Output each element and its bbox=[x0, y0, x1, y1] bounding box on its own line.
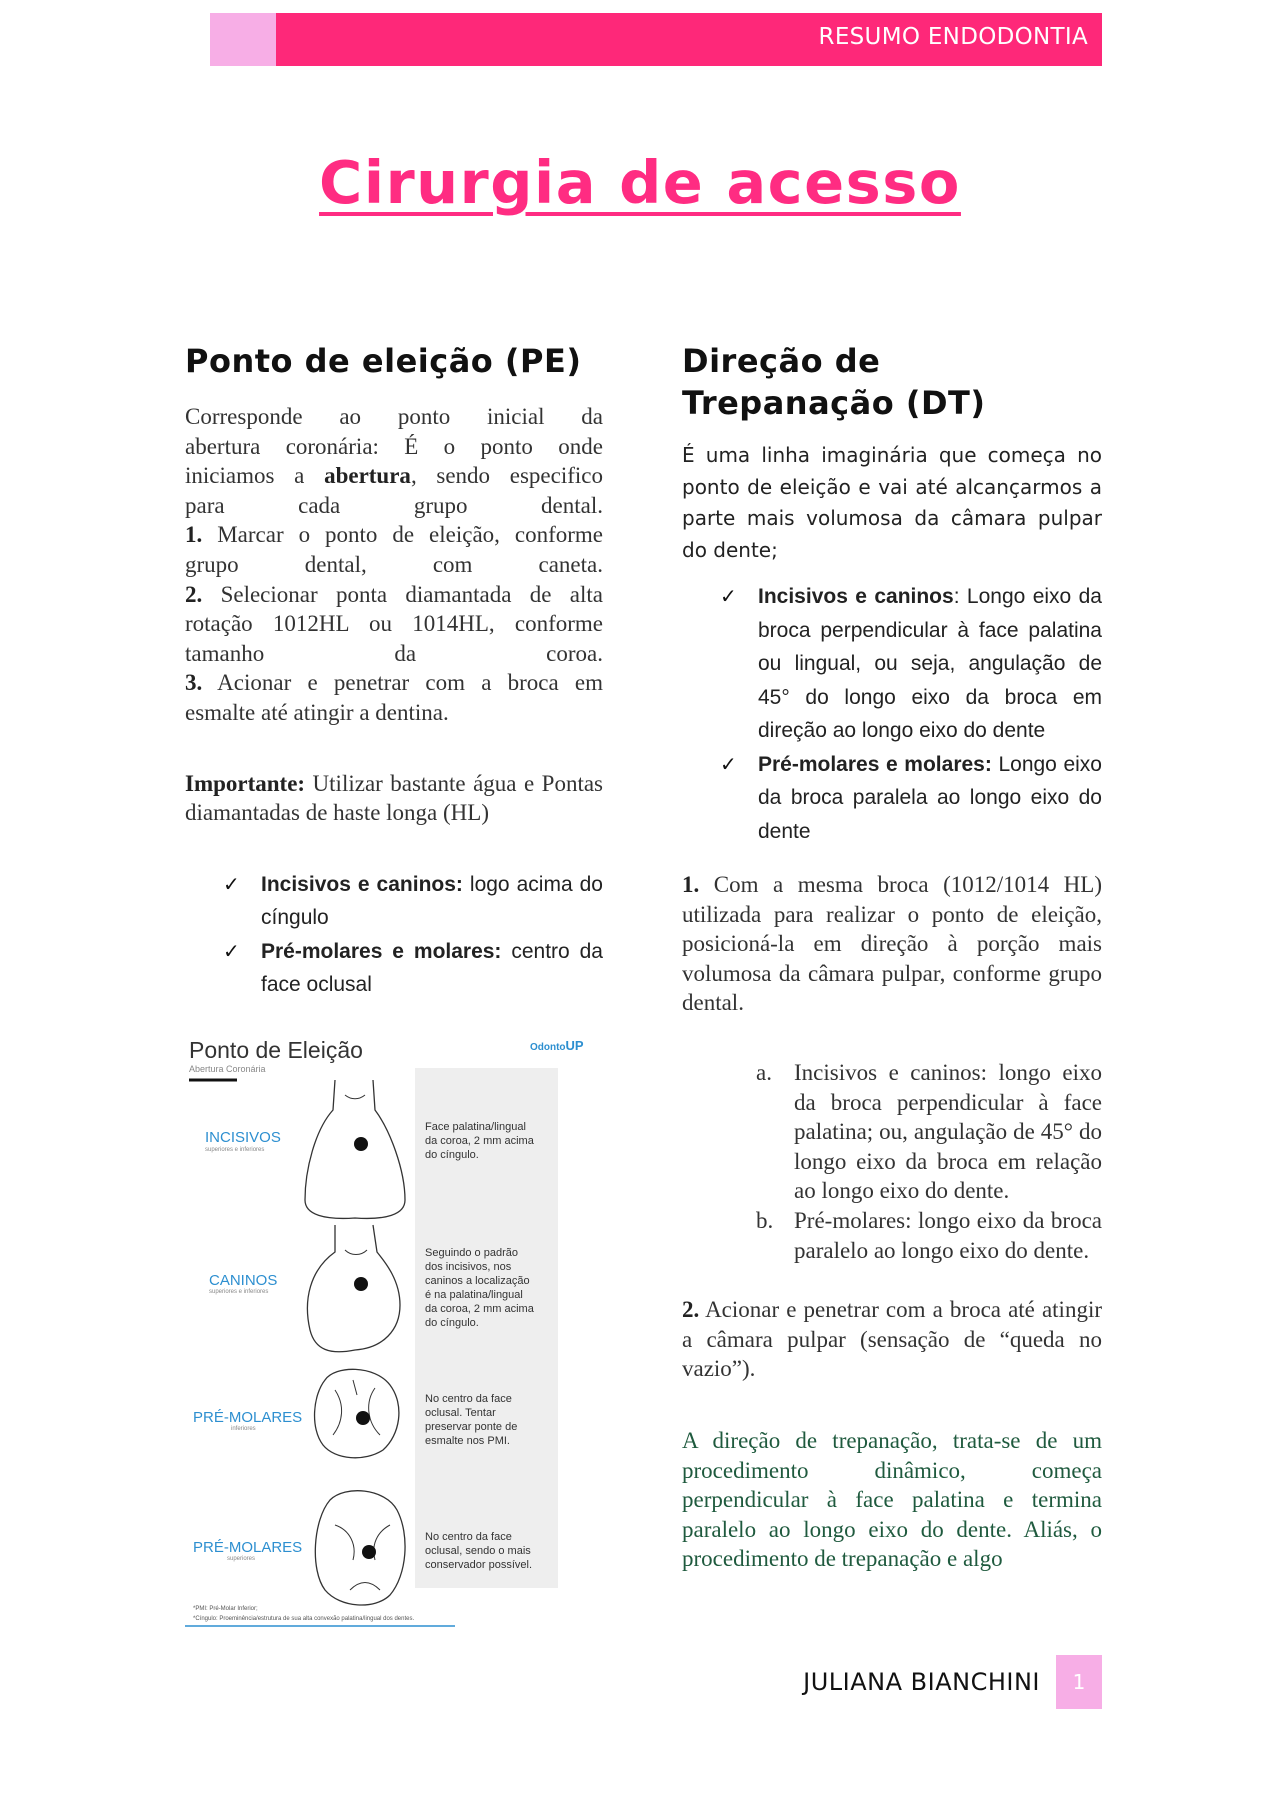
page-title bbox=[0, 148, 1280, 217]
premolar-upper-outline bbox=[315, 1491, 405, 1605]
check-icon: ✓ bbox=[720, 584, 737, 608]
dt-intro: É uma linha imaginária que começa no ponto de eleição e vai até alcançarmos a parte mais volumosa da câmara pulpar do dente; bbox=[682, 443, 1102, 562]
row-sublabel: superiores e inferiores bbox=[205, 1147, 265, 1153]
pe-line: rotação 1012HL ou 1014HL, conforme bbox=[185, 611, 603, 637]
pe-heading: Ponto de eleição (PE) bbox=[185, 342, 582, 380]
dt-sub-list bbox=[756, 1058, 1102, 1265]
check-item: ✓ Pré-molares e molares: Longo eixo da broca paralela ao longo eixo do dente bbox=[758, 748, 1102, 849]
header-label: RESUMO ENDODONTIA bbox=[818, 24, 1088, 50]
sub-item: b. Pré-molares: longo eixo da broca paralelo ao longo eixo do dente. bbox=[756, 1207, 1102, 1263]
pe-line: 3. Acionar e penetrar com a broca em bbox=[185, 670, 603, 696]
figure-title: Ponto de Eleição bbox=[189, 1037, 363, 1063]
dt-step-1: 1. Com a mesma broca (1012/1014 HL) utilizada para realizar o ponto de eleição, posicioná-la em direção à porção mais volumosa da câmara pulpar, conforme grupo dental. bbox=[682, 872, 1102, 1016]
row-sublabel: superiores bbox=[227, 1556, 256, 1562]
dt-step-2: 2. Acionar e penetrar com a broca até atingir a câmara pulpar (sensação de “queda no vazio”). bbox=[682, 1297, 1102, 1382]
canine-outline bbox=[307, 1225, 400, 1352]
check-icon: ✓ bbox=[720, 751, 737, 776]
pe-line: iniciamos a abertura, sendo especifico bbox=[185, 463, 603, 489]
entry-point-dot bbox=[356, 1411, 370, 1425]
row-description: Seguindo o padrão dos incisivos, nos caninos a localização é na palatina/lingual da coroa, 2 mm acima do cíngulo. bbox=[425, 1247, 534, 1329]
header-accent bbox=[210, 13, 276, 66]
pe-line: 2. Selecionar ponta diamantada de alta bbox=[185, 581, 603, 607]
pe-line: esmalte até atingir a dentina. bbox=[185, 699, 449, 725]
pe-paragraph bbox=[185, 402, 603, 728]
figure-footnote: *PMI: Pré-Molar Inferior; bbox=[193, 1606, 258, 1612]
premolar-outline bbox=[315, 1369, 399, 1457]
header-bar bbox=[276, 13, 1102, 66]
page-number: 1 bbox=[1056, 1655, 1102, 1709]
pe-line: para cada grupo dental. bbox=[185, 492, 603, 518]
row-sublabel: superiores e inferiores bbox=[209, 1289, 269, 1295]
pe-line: Corresponde ao ponto inicial da bbox=[185, 404, 603, 429]
row-description: No centro da face oclusal. Tentar preservar ponte de esmalte nos PMI. bbox=[425, 1393, 518, 1447]
row-label: INCISIVOS bbox=[205, 1129, 281, 1146]
important-note: Importante: Utilizar bastante água e Pontas diamantadas de haste longa (HL) bbox=[185, 770, 603, 826]
check-icon: ✓ bbox=[223, 871, 240, 896]
row-description: Face palatina/lingual da coroa, 2 mm acima do cíngulo. bbox=[425, 1121, 534, 1161]
check-item: ✓ Pré-molares e molares: centro da face oclusal bbox=[261, 935, 603, 1002]
left-column bbox=[185, 340, 603, 1002]
row-label: CANINOS bbox=[209, 1272, 278, 1289]
pe-line: abertura coronária: É o ponto onde bbox=[185, 433, 603, 459]
pe-line: tamanho da coroa. bbox=[185, 640, 603, 666]
dt-checklist bbox=[720, 580, 1102, 848]
pe-checklist bbox=[223, 868, 603, 1002]
pe-line: grupo dental, com caneta. bbox=[185, 551, 603, 577]
dt-heading: Direção de Trepanação (DT) bbox=[682, 342, 986, 422]
sub-item: a. Incisivos e caninos: longo eixo da broca perpendicular à face palatina; ou, angulação de 45° do longo eixo da broca em relação ao longo eixo do dente. bbox=[756, 1059, 1102, 1204]
row-sublabel: inferiores bbox=[231, 1426, 256, 1432]
check-item: ✓ Incisivos e caninos: Longo eixo da broca perpendicular à face palatina ou lingual, ou seja, angulação de 45° do longo eixo da broca em direção ao longo eixo do dente bbox=[758, 580, 1102, 748]
check-item: ✓ Incisivos e caninos: logo acima do cíngulo bbox=[261, 868, 603, 935]
row-label: PRÉ-MOLARES bbox=[193, 1409, 303, 1426]
figure-subtitle: Abertura Coronária bbox=[189, 1064, 266, 1074]
entry-point-dot bbox=[354, 1277, 368, 1291]
row-description: No centro da face oclusal, sendo o mais conservador possível. bbox=[425, 1531, 532, 1571]
check-icon: ✓ bbox=[223, 938, 240, 963]
dt-closing-paragraph: A direção de trepanação, trata-se de um procedimento dinâmico, começa perpendicular à face palatina e termina paralelo ao longo eixo do dente. Aliás, o procedimento de trepanação e algo bbox=[682, 1427, 1102, 1572]
page-title-text: Cirurgia de acesso bbox=[319, 148, 961, 217]
figure-brand: OdontoUP bbox=[530, 1038, 584, 1053]
row-label: PRÉ-MOLARES bbox=[193, 1539, 303, 1556]
incisor-outline bbox=[305, 1080, 405, 1218]
footer-author: JULIANA BIANCHINI bbox=[803, 1668, 1040, 1696]
entry-point-dot bbox=[362, 1545, 376, 1559]
pe-line: 1. Marcar o ponto de eleição, conforme bbox=[185, 522, 603, 548]
right-column bbox=[682, 340, 1102, 1574]
entry-point-dot bbox=[354, 1137, 368, 1151]
figure-footnote: *Cíngulo: Proeminência/estrutura de sua alta convexão palatina/lingual dos dentes. bbox=[193, 1616, 415, 1622]
ponto-eleicao-figure bbox=[185, 1030, 585, 1630]
